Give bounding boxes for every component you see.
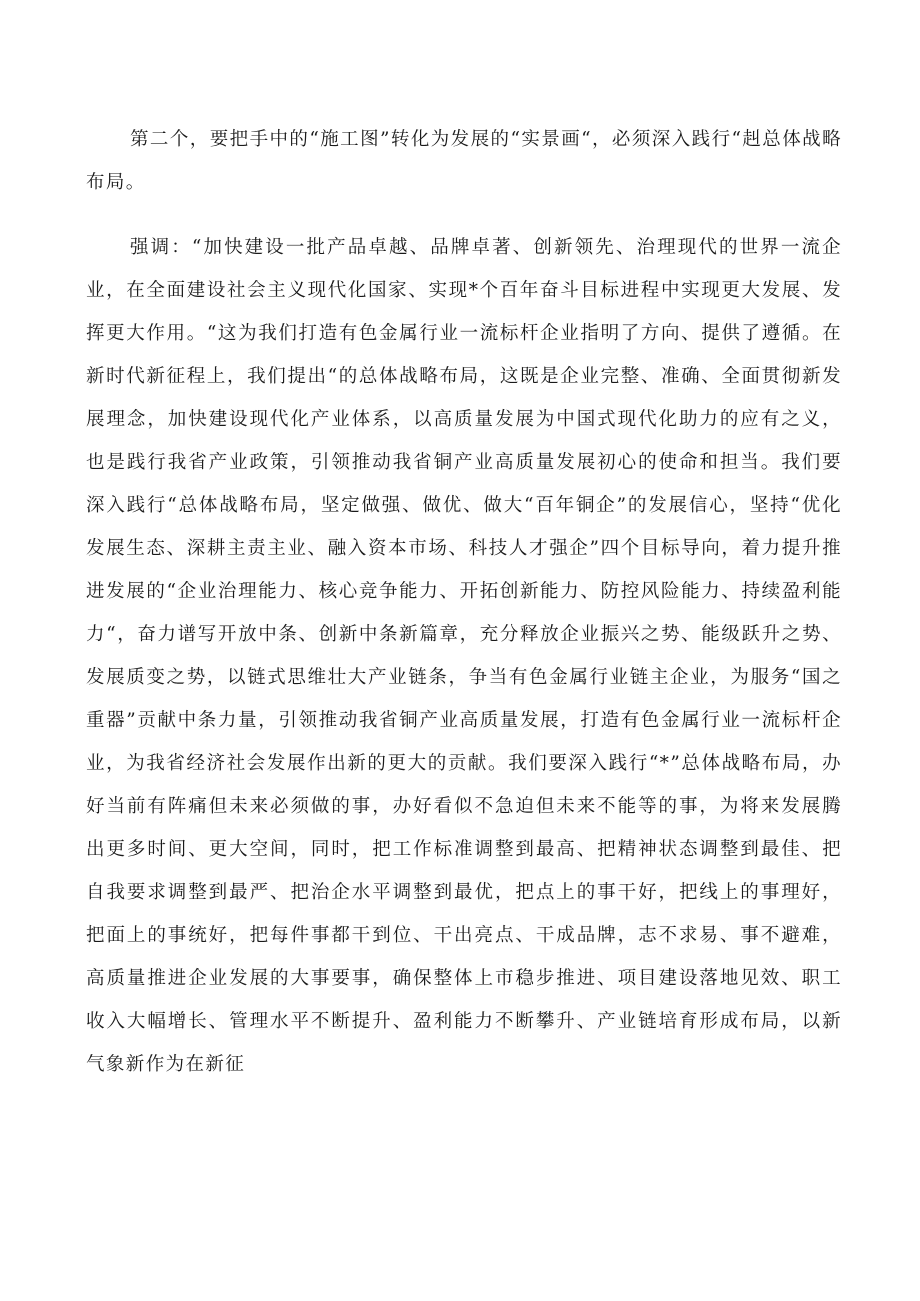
document-body (86, 118, 842, 1086)
paragraph-2: 强调：“加快建设一批产品卓越、品牌卓著、创新领先、治理现代的世界一流企业，在全面建设社会主义现代化国家、实现*个百年奋斗目标进程中实现更大发展、发挥更大作用。“这为我们打造有色金属行业一流标杆企业指明了方向、提供了遵循。在新时代新征程上，我们提出“的总体战略布局，这既是企业完整、准确、全面贯彻新发展理念，加快建设现代化产业体系，以高质量发展为中国式现代化助力的应有之义，也是践行我省产业政策，引领推动我省铜产业高质量发展初心的使命和担当。我们要深入践行“总体战略布局，坚定做强、做优、做大“百年铜企”的发展信心，坚持“优化发展生态、深耕主责主业、融入资本市场、科技人才强企”四个目标导向，着力提升推进发展的“企业治理能力、核心竞争能力、开拓创新能力、防控风险能力、持续盈利能力“，奋力谱写开放中条、创新中条新篇章，充分释放企业振兴之势、能级跃升之势、发展质变之势，以链式思维壮大产业链条，争当有色金属行业链主企业，为服务“国之重器”贡献中条力量，引领推动我省铜产业高质量发展，打造有色金属行业一流标杆企业，为我省经济社会发展作出新的更大的贡献。我们要深入践行“*”总体战略布局，办好当前有阵痛但未来必须做的事，办好看似不急迫但未来不能等的事，为将来发展腾出更多时间、更大空间，同时，把工作标准调整到最高、把精神状态调整到最佳、把自我要求调整到最严、把治企水平调整到最优，把点上的事干好，把线上的事理好，把面上的事统好，把每件事都干到位、干出亮点、干成品牌，志不求易、事不避难，高质量推进企业发展的大事要事，确保整体上市稳步推进、项目建设落地见效、职工收入大幅增长、管理水平不断提升、盈利能力不断攀升、产业链培育形成布局，以新气象新作为在新征 (86, 237, 842, 1075)
paragraph-1: 第二个，要把手中的“施工图”转化为发展的“实景画“，必须深入践行“赳总体战略布局。 (86, 129, 842, 193)
